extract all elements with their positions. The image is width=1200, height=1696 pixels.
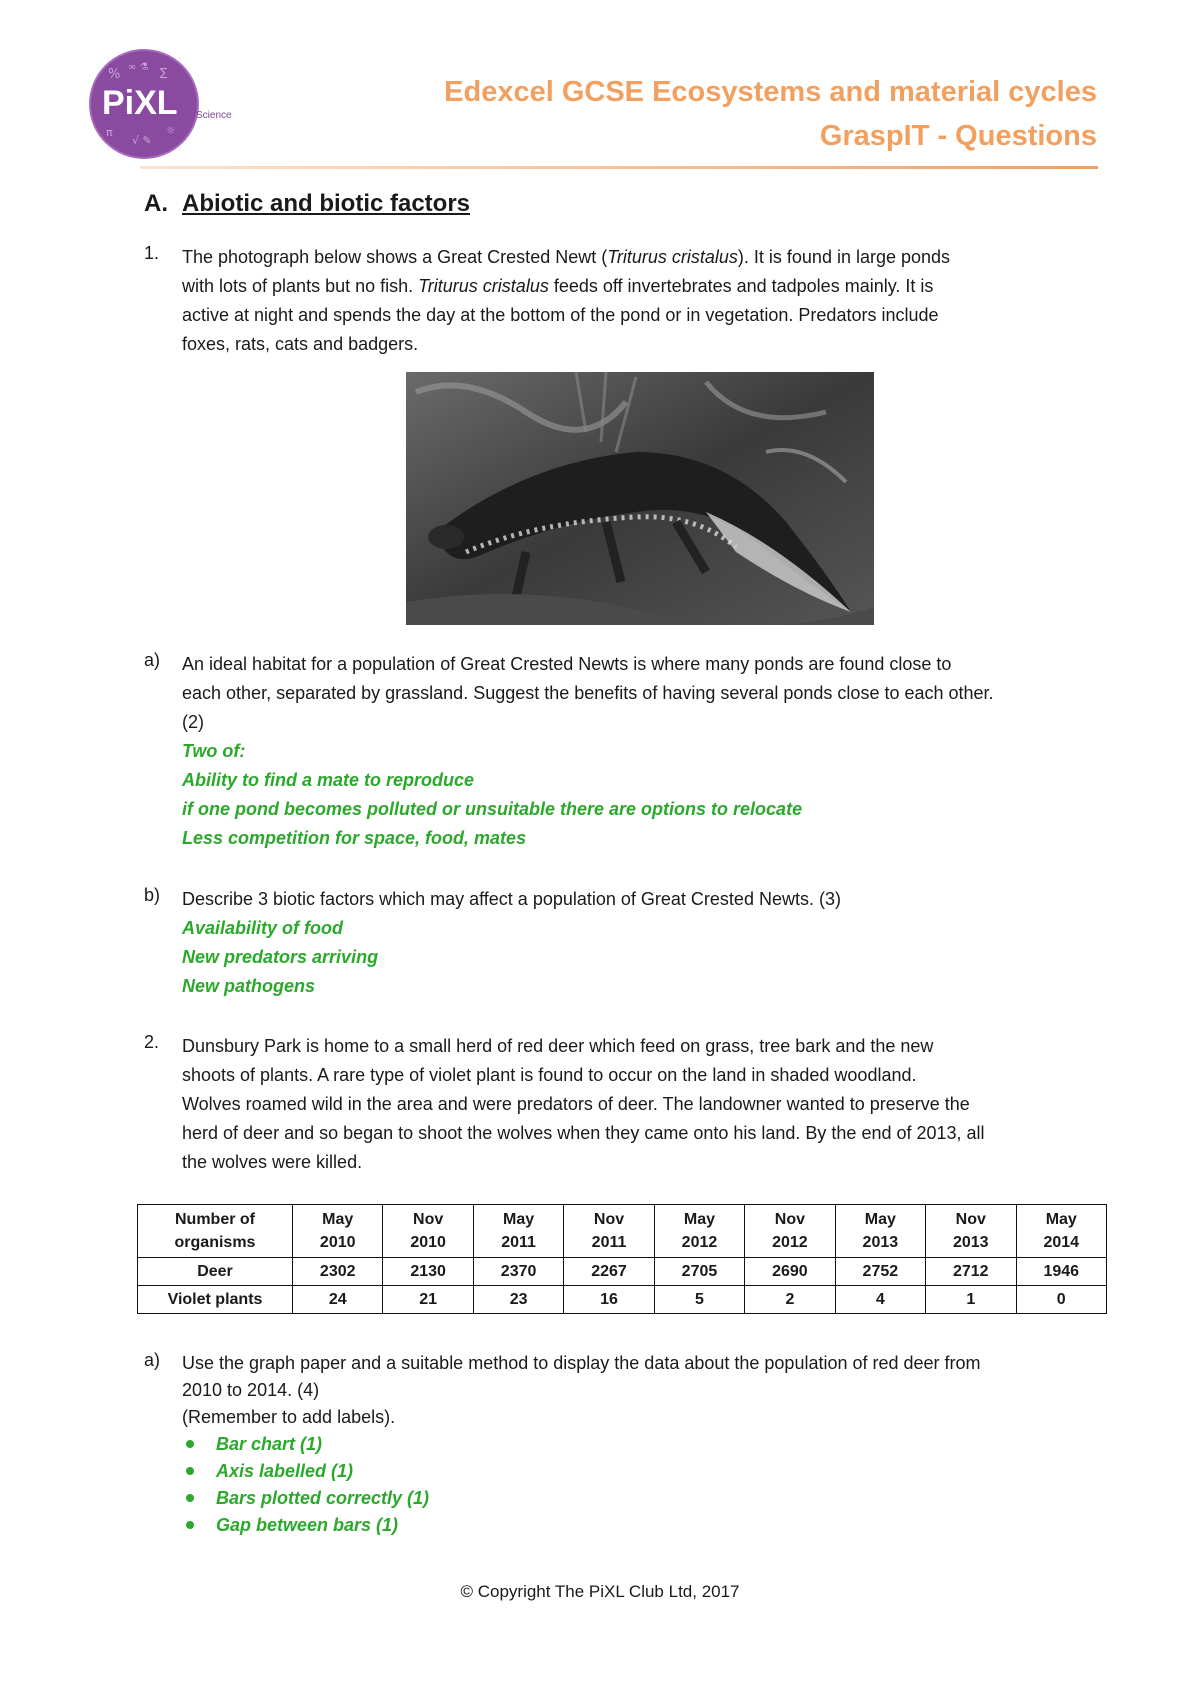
- header-divider: [140, 166, 1098, 169]
- q2a-line-1: Use the graph paper and a suitable method to display the data about the population of red deer from: [182, 1353, 981, 1373]
- copyright-footer: © Copyright The PiXL Club Ltd, 2017: [460, 1582, 740, 1601]
- population-data-table: [137, 1204, 1107, 1314]
- q1a-line-1: An ideal habitat for a population of Great Crested Newts is where many ponds are found close to: [182, 654, 952, 674]
- section-title: Abiotic and biotic factors: [182, 190, 471, 217]
- question-2-number: 2.: [144, 1032, 160, 1052]
- table-cell: 24: [293, 1286, 383, 1314]
- table-header-cell: Nov 2011: [564, 1205, 654, 1258]
- table-cell: Violet plants: [138, 1286, 293, 1314]
- q1a-answer-2: Ability to find a mate to reproduce: [182, 770, 475, 790]
- svg-text:∞ ⚗: ∞ ⚗: [128, 62, 149, 73]
- q2a-bullet-3: Bars plotted correctly (1): [182, 1485, 1102, 1512]
- table-header-cell: Number of organisms: [138, 1205, 293, 1258]
- q1b-answer-3: New pathogens: [182, 976, 316, 996]
- logo-science-label: Science: [196, 110, 232, 121]
- table-cell: 2752: [835, 1258, 925, 1286]
- table-cell: 2: [745, 1286, 835, 1314]
- q1-part-b-label: b): [144, 885, 161, 905]
- q1a-answer-4: Less competition for space, food, mates: [182, 828, 527, 848]
- table-cell: 2705: [654, 1258, 744, 1286]
- q2-part-a-text: [182, 1350, 1102, 1539]
- q2-line-3: Wolves roamed wild in the area and were predators of deer. The landowner wanted to preserve the: [182, 1094, 970, 1114]
- section-letter: A.: [144, 190, 168, 217]
- table-header-cell: May 2013: [835, 1205, 925, 1258]
- table-cell: 2267: [564, 1258, 654, 1286]
- table-cell: 5: [654, 1286, 744, 1314]
- q2-line-1: Dunsbury Park is home to a small herd of red deer which feed on grass, tree bark and the new: [182, 1036, 934, 1056]
- svg-text:√ ✎: √ ✎: [132, 134, 152, 147]
- table-header-cell: May 2014: [1016, 1205, 1107, 1258]
- q1b-answer-2: New predators arriving: [182, 947, 379, 967]
- table-cell: 2302: [293, 1258, 383, 1286]
- q2-line-2: shoots of plants. A rare type of violet plant is found to occur on the land in shaded woodland.: [182, 1065, 917, 1085]
- table-cell: 21: [383, 1286, 473, 1314]
- table-cell: 2370: [473, 1258, 563, 1286]
- q1-line-2: with lots of plants but no fish. Triturus cristalus feeds off invertebrates and tadpoles mainly. It is: [182, 276, 934, 296]
- q1-line-3: active at night and spends the day at the bottom of the pond or in vegetation. Predators include: [182, 305, 939, 325]
- q1-line-1: The photograph below shows a Great Crested Newt (Triturus cristalus). It is found in large ponds: [182, 247, 951, 267]
- q1a-answer-3: if one pond becomes polluted or unsuitable there are options to relocate: [182, 799, 803, 819]
- pixl-science-logo: [88, 48, 200, 160]
- table-header-cell: May 2012: [654, 1205, 744, 1258]
- table-row-violet-plants: [138, 1286, 1107, 1314]
- q1b-question: Describe 3 biotic factors which may affect a population of Great Crested Newts. (3): [182, 889, 841, 909]
- q1-part-a-label: a): [144, 650, 161, 670]
- table-row-deer: [138, 1258, 1107, 1286]
- table-cell: 1: [926, 1286, 1016, 1314]
- q1-part-a-text: [182, 650, 1102, 853]
- svg-text:∑: ∑: [160, 66, 168, 79]
- svg-text:%: %: [108, 67, 121, 82]
- document-title: Edexcel GCSE Ecosystems and material cycles: [444, 76, 1097, 108]
- svg-text:☼: ☼: [166, 124, 176, 137]
- table-cell: 16: [564, 1286, 654, 1314]
- document-subtitle: GraspIT - Questions: [819, 120, 1097, 152]
- newt-photo: [406, 372, 874, 625]
- table-header-cell: Nov 2013: [926, 1205, 1016, 1258]
- table-cell: 1946: [1016, 1258, 1107, 1286]
- q1a-line-2: each other, separated by grassland. Suggest the benefits of having several ponds close to each other.: [182, 683, 994, 703]
- table-header-cell: Nov 2012: [745, 1205, 835, 1258]
- table-cell: Deer: [138, 1258, 293, 1286]
- q2a-bullet-1: Bar chart (1): [182, 1431, 1102, 1458]
- table-cell: 23: [473, 1286, 563, 1314]
- q1-line-4: foxes, rats, cats and badgers.: [182, 334, 419, 354]
- q2a-line-2: 2010 to 2014. (4): [182, 1380, 320, 1400]
- table-header-cell: Nov 2010: [383, 1205, 473, 1258]
- q1b-answer-1: Availability of food: [182, 918, 344, 938]
- q2-line-5: the wolves were killed.: [182, 1152, 363, 1172]
- bullet-dot-icon: [186, 1521, 194, 1529]
- table-cell: 4: [835, 1286, 925, 1314]
- table-header-cell: May 2011: [473, 1205, 563, 1258]
- q1-part-b-text: [182, 885, 1102, 1001]
- q2a-bullet-4: Gap between bars (1): [182, 1512, 1102, 1539]
- bullet-dot-icon: [186, 1440, 194, 1448]
- q2-part-a-label: a): [144, 1350, 161, 1370]
- bullet-dot-icon: [186, 1467, 194, 1475]
- question-1-number: 1.: [144, 243, 160, 263]
- table-cell: 0: [1016, 1286, 1107, 1314]
- q2a-line-3: (Remember to add labels).: [182, 1407, 396, 1427]
- q1a-line-3: (2): [182, 712, 204, 732]
- bullet-dot-icon: [186, 1494, 194, 1502]
- q2-line-4: herd of deer and so began to shoot the wolves when they came onto his land. By the end of 2013, all: [182, 1123, 985, 1143]
- svg-text:π: π: [106, 126, 113, 139]
- table-cell: 2690: [745, 1258, 835, 1286]
- table-cell: 2130: [383, 1258, 473, 1286]
- q1a-answer-1: Two of:: [182, 741, 246, 761]
- table-cell: 2712: [926, 1258, 1016, 1286]
- question-1-text: [182, 243, 1102, 359]
- table-header-row: [138, 1205, 1107, 1258]
- svg-text:PiXL: PiXL: [102, 84, 178, 122]
- question-2-text: [182, 1032, 1102, 1177]
- table-header-cell: May 2010: [293, 1205, 383, 1258]
- q2a-bullet-2: Axis labelled (1): [182, 1458, 1102, 1485]
